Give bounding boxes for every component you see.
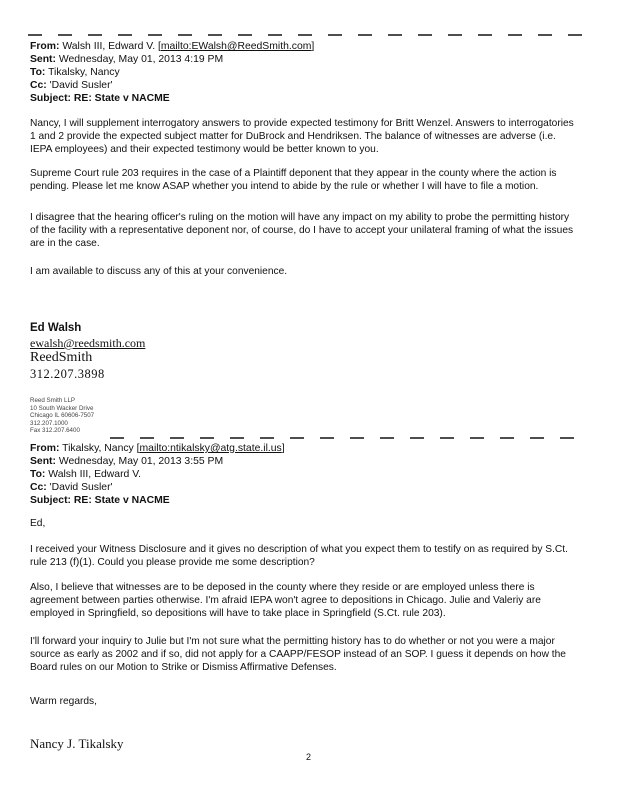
- email1-sent: Sent: Wednesday, May 01, 2013 4:19 PM: [30, 54, 224, 65]
- email2-salutation: Ed,: [30, 518, 46, 529]
- email2-from: From: Tikalsky, Nancy [mailto:ntikalsky@atg.state.il.us]: [30, 443, 285, 454]
- email1-paragraph-3: I disagree that the hearing officer's ruling on the motion will have any impact on my ability to probe the permitting history of the facility with a representative deponent nor, of course, do I have to accept your unilateral framing of what the issues are in the case.: [30, 212, 574, 249]
- email2-sent: Sent: Wednesday, May 01, 2013 3:55 PM: [30, 456, 224, 467]
- signature-address: Reed Smith LLP 10 South Wacker Drive Chicago IL 60606-7507 312.207.1000 Fax 312.207.6400: [30, 397, 95, 435]
- email2-paragraph-1: I received your Witness Disclosure and it gives no description of what you expect them to testify on as required by S.Ct. rule 213 (f)(1). Could you please provide me some description?: [30, 544, 568, 568]
- signature-phone: 312.207.3898: [30, 367, 105, 381]
- email2-from-link[interactable]: mailto:ntikalsky@atg.state.il.us: [139, 443, 282, 454]
- email2-to: To: Walsh III, Edward V.: [30, 469, 142, 480]
- signature-email[interactable]: ewalsh@reedsmith.com: [30, 336, 146, 350]
- email2-cc: Cc: 'David Susler': [30, 482, 113, 493]
- email2-paragraph-3: I'll forward your inquiry to Julie but I'm not sure what the permitting history has to do whether or not you were a major source as early as 2002 and if so, did not apply for a CAAPP/FESOP instead of an SOP. I guess it depends on how the Board rules on our Motion to Strike or Dismiss Affirmative Defenses.: [30, 636, 566, 673]
- email1-from: From: Walsh III, Edward V. [mailto:EWalsh@ReedSmith.com]: [30, 41, 315, 52]
- email2-paragraph-2: Also, I believe that witnesses are to be deposed in the county where they reside or are employed unless there is agreement between parties otherwise. I'm afraid IEPA won't agree to depositions in Chicago. Julie and Valeriy are employed in Springfield, so depositions will have to take place in Springfield (S.Ct. rule 203).: [30, 582, 541, 619]
- email1-paragraph-4: I am available to discuss any of this at your convenience.: [30, 266, 288, 277]
- email1-paragraph-1: Nancy, I will supplement interrogatory answers to provide expected testimony for Britt Wenzel. Answers to interrogatories 1 and 2 provide the expected subject matter for DuBrock and Hendriksen. The balance of witnesses are adverse (i.e. IEPA employees) and their expected testimony would be better known to you.: [30, 118, 574, 155]
- separator-line: [110, 437, 590, 439]
- email1-subject: Subject: RE: State v NACME: [30, 93, 170, 104]
- email1-cc: Cc: 'David Susler': [30, 80, 113, 91]
- email2-closing: Warm regards,: [30, 696, 97, 707]
- email1-from-link[interactable]: mailto:EWalsh@ReedSmith.com: [160, 41, 312, 52]
- email1-paragraph-2: Supreme Court rule 203 requires in the case of a Plaintiff deponent that they appear in the county where the action is pending. Please let me know ASAP whether you intend to abide by the rule or whether I will have to file a motion.: [30, 168, 557, 192]
- signature-firm: ReedSmith: [30, 350, 93, 365]
- separator-line: [28, 34, 588, 36]
- email1-to: To: Tikalsky, Nancy: [30, 67, 120, 78]
- signature-name: Ed Walsh: [30, 322, 82, 334]
- email2-signature-name: Nancy J. Tikalsky: [30, 736, 124, 751]
- page-number: 2: [306, 752, 312, 762]
- email2-subject: Subject: RE: State v NACME: [30, 495, 170, 506]
